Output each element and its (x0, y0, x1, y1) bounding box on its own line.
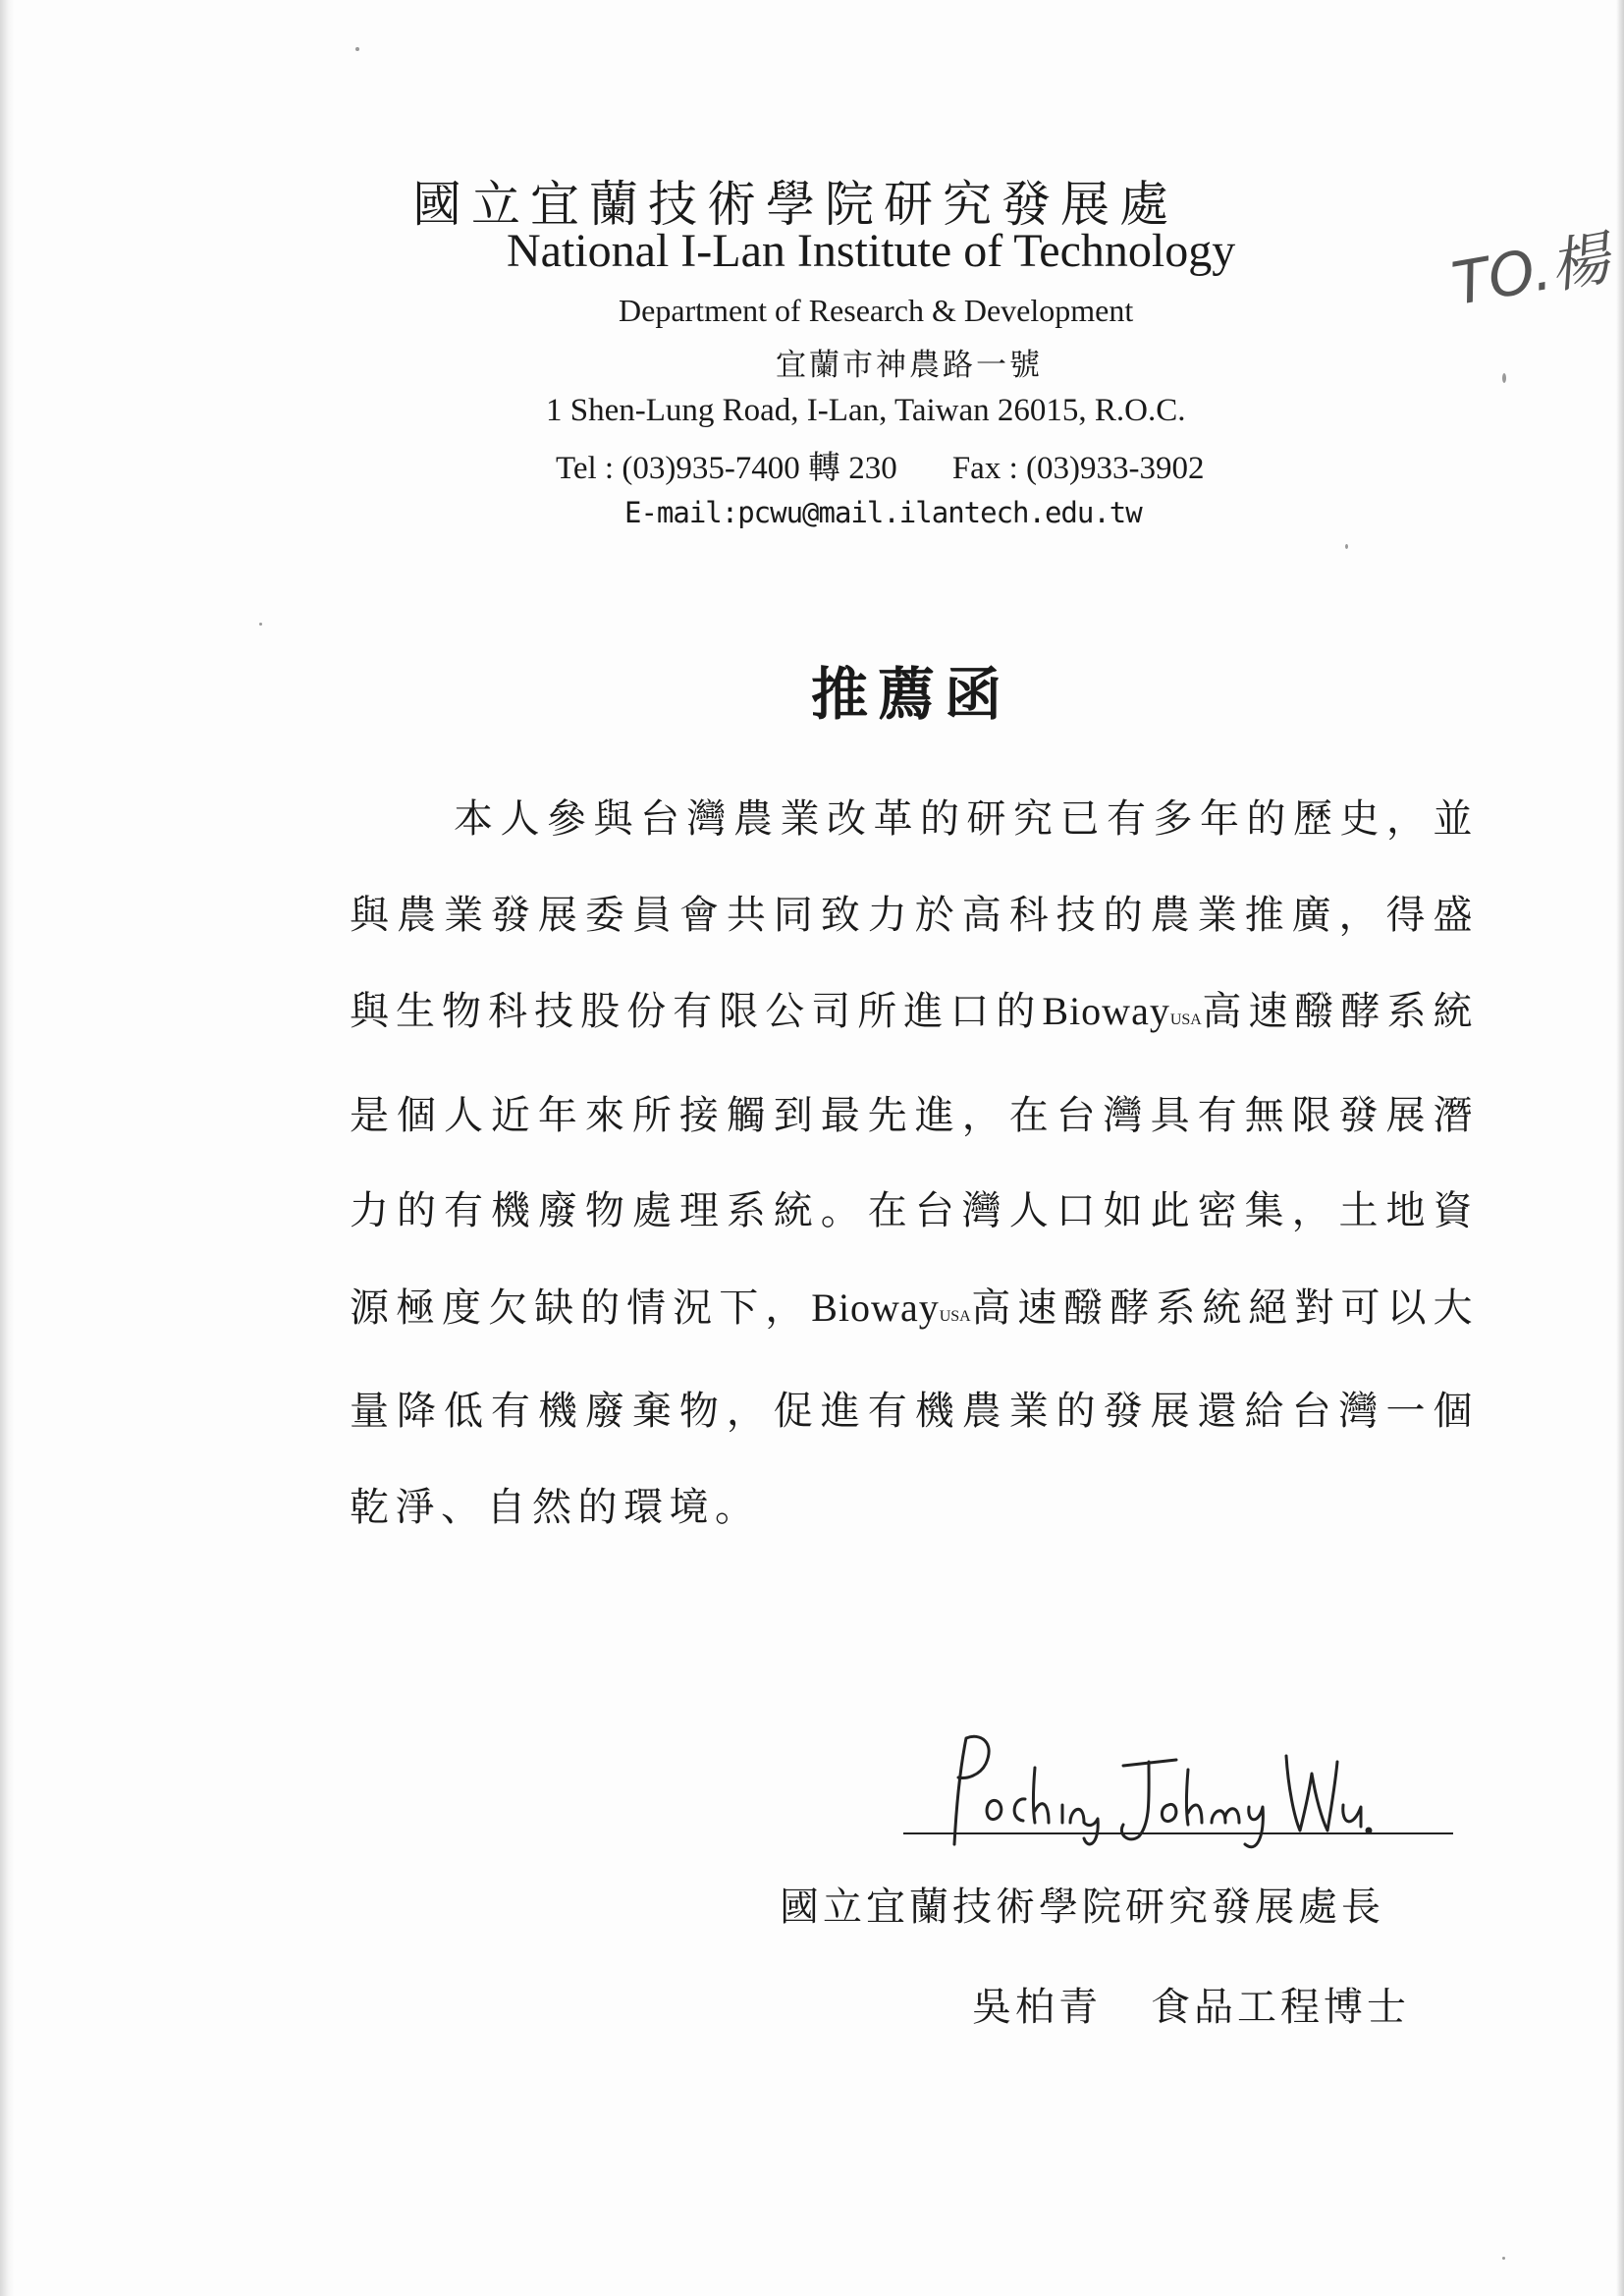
letterhead-contact (556, 442, 1204, 488)
letterhead-address-english: 1 Shen-Lung Road, I-Lan, Taiwan 26015, R.O.C. (546, 393, 1186, 428)
letterhead-address-chinese: 宜蘭市神農路一號 (776, 348, 1043, 383)
scan-speck (1345, 544, 1348, 549)
signer-degree: 食品工程博士 (1151, 1985, 1410, 2030)
signer-name-line (972, 1976, 1410, 2032)
scan-speck (259, 623, 262, 626)
signer-title: 國立宜蘭技術學院研究發展處長 (780, 1885, 1384, 1930)
letterhead-fax: Fax : (03)933-3902 (951, 451, 1205, 486)
scan-speck (355, 47, 359, 51)
scan-edge-left (0, 0, 14, 2296)
body-part-3: 高速醱酵系統絕對可以大量降低有機廢棄物，促進有機農業的發展還給台灣一個乾淨、自然的環境。 (350, 1285, 1480, 1530)
brand-subscript-2: USA (939, 1307, 971, 1325)
letterhead-english-title: National I-Lan Institute of Technology (507, 225, 1236, 277)
handwritten-margin-note: TO.楊 (1447, 224, 1615, 320)
letterhead-tel: Tel : (03)935-7400 轉 230 (556, 451, 897, 486)
letter-body (350, 772, 1479, 1556)
handwritten-signature (941, 1728, 1373, 1856)
signer-name: 吳柏青 (972, 1985, 1102, 2030)
brand-name: Bioway (1042, 989, 1170, 1033)
brand-name-2: Bioway (811, 1285, 940, 1330)
brand-subscript: USA (1169, 1011, 1202, 1028)
scan-edge-right (1616, 0, 1624, 2296)
scan-speck (1502, 2257, 1505, 2260)
letter-title: 推薦函 (811, 661, 1012, 728)
body-part-1: 本人參與台灣農業改革的研究已有多年的歷史，並與農業發展委員會共同致力於高科技的農業推廣，得盛與生物科技股份有限公司所進口的 (350, 796, 1479, 1034)
body-part-2: 高速醱酵系統是個人近年來所接觸到最先進，在台灣具有無限發展潛力的有機廢物處理系統。在台灣人口如此密集，土地資源極度欠缺的情況下， (350, 989, 1479, 1331)
scan-speck (1502, 373, 1506, 383)
letterhead-chinese-title: 國立宜蘭技術學院研究發展處 (412, 176, 1178, 233)
letterhead-email: E-mail:pcwu@mail.ilantech.edu.tw (624, 496, 1142, 529)
letter-paragraph (350, 772, 1479, 1556)
signature-line (903, 1832, 1453, 1834)
letterhead-department: Department of Research & Development (619, 293, 1134, 328)
